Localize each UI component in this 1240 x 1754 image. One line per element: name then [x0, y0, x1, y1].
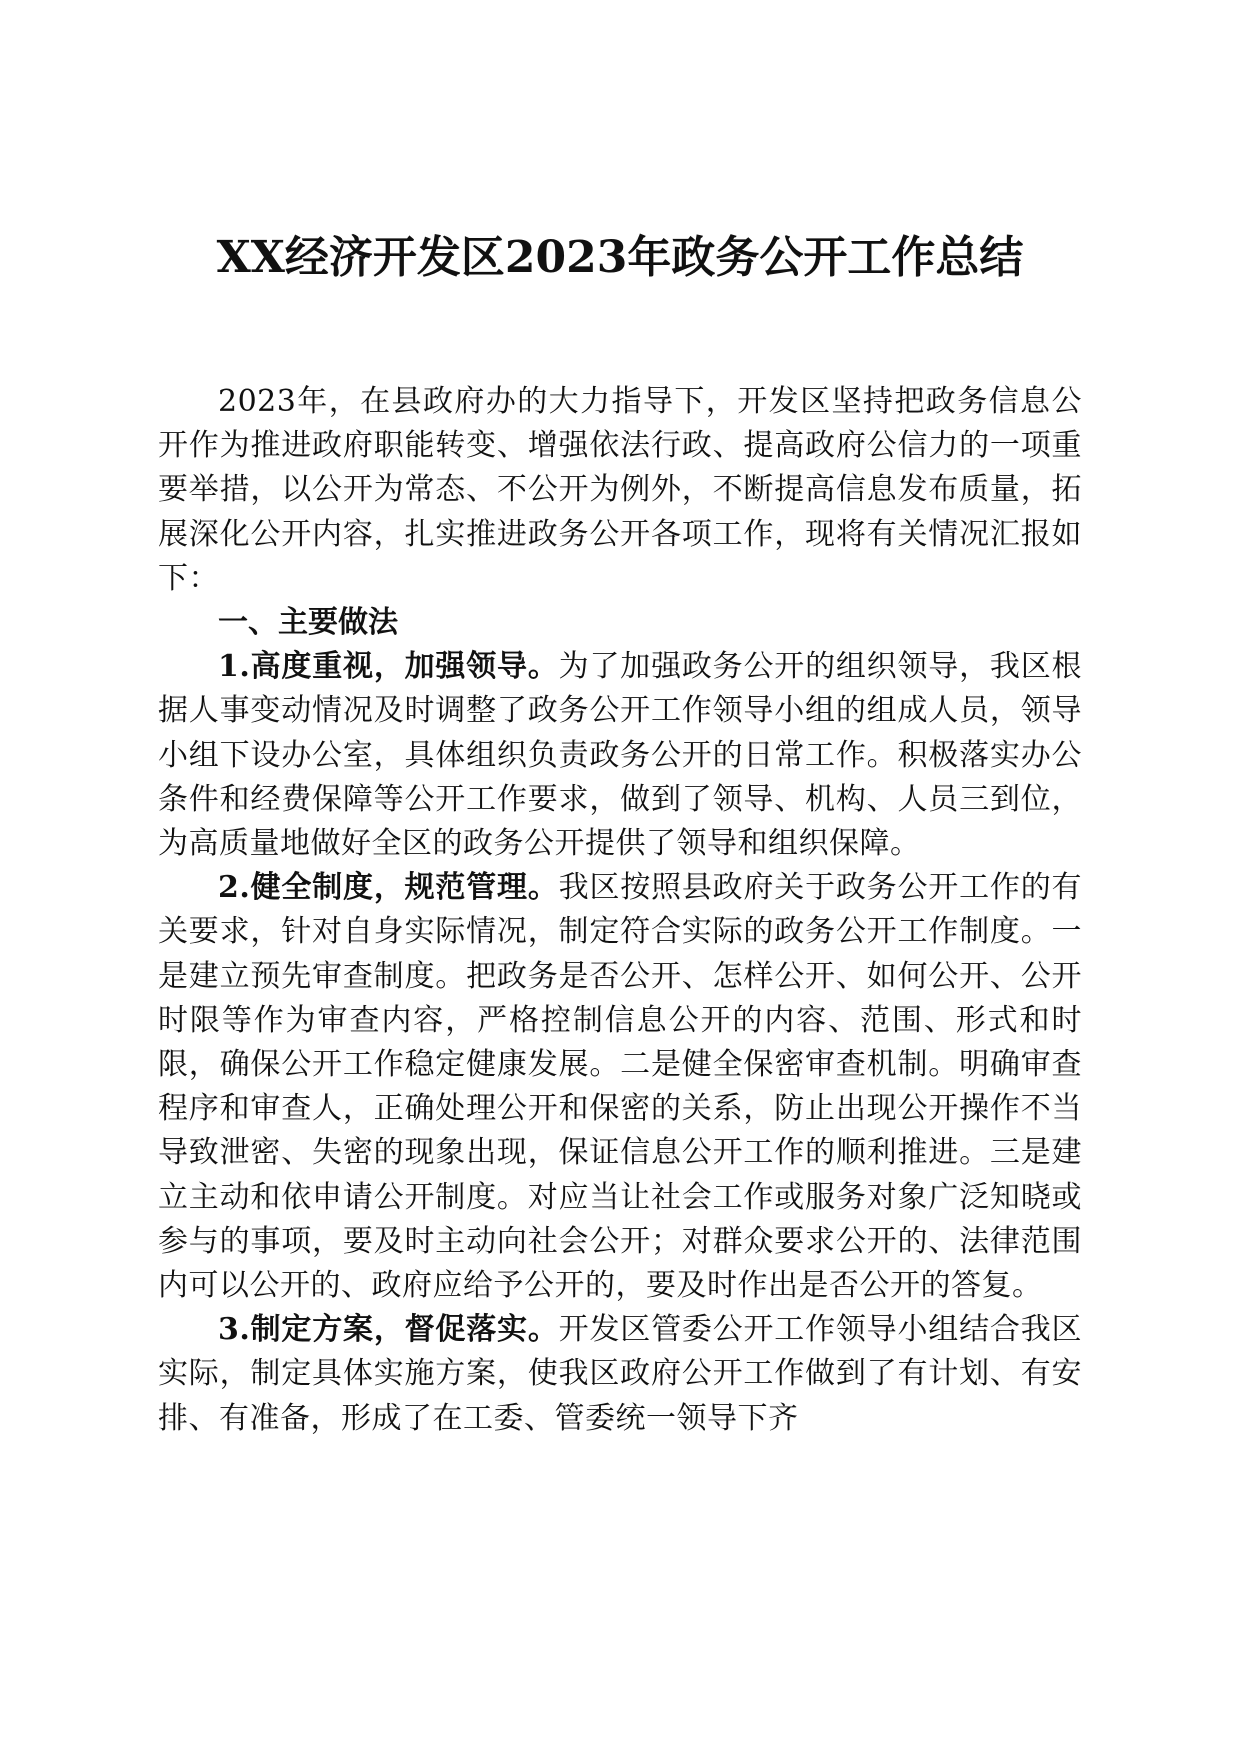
- section-heading: 一、主要做法: [218, 605, 398, 641]
- item-lead-1: 1.高度重视，加强领导。: [218, 649, 559, 685]
- item-text-1: 为了加强政务公开的组织领导，我区根据人事变动情况及时调整了政务公开工作领导小组的组成人员，领导小组下设办公室，具体组织负责政务公开的日常工作。积极落实办公条件和经费保障等公开工作要求，做到了领导、机构、人员三到位，为高质量地做好全区的政务公开提供了领导和组织保障。: [158, 649, 1082, 862]
- item-paragraph-1: [158, 645, 1082, 866]
- intro-paragraph: 2023年，在县政府办的大力指导下，开发区坚持把政务信息公开作为推进政府职能转变、增强依法行政、提高政府公信力的一项重要举措，以公开为常态、不公开为例外，不断提高信息发布质量，拓展深化公开内容，扎实推进政务公开各项工作，现将有关情况汇报如下：: [158, 384, 1082, 596]
- item-lead-3: 3.制定方案，督促落实。: [218, 1312, 559, 1348]
- item-lead-2: 2.健全制度，规范管理。: [218, 870, 559, 906]
- document-body: [158, 380, 1082, 1441]
- item-text-3: 开发区管委公开工作领导小组结合我区实际，制定具体实施方案，使我区政府公开工作做到了有计划、有安排、有准备，形成了在工委、管委统一领导下齐: [158, 1312, 1082, 1436]
- item-text-2: 我区按照县政府关于政务公开工作的有关要求，针对自身实际情况，制定符合实际的政务公开工作制度。一是建立预先审查制度。把政务是否公开、怎样公开、如何公开、公开时限等作为审查内容，严格控制信息公开的内容、范围、形式和时限，确保公开工作稳定健康发展。二是健全保密审查机制。明确审查程序和审查人，正确处理公开和保密的关系，防止出现公开操作不当导致泄密、失密的现象出现，保证信息公开工作的顺利推进。三是建立主动和依申请公开制度。对应当让社会工作或服务对象广泛知晓或参与的事项，要及时主动向社会公开；对群众要求公开的、法律范围内可以公开的、政府应给予公开的，要及时作出是否公开的答复。: [158, 870, 1082, 1304]
- item-paragraph-2: [158, 866, 1082, 1308]
- item-paragraph-3: [158, 1308, 1082, 1441]
- document-title: XX经济开发区2023年政务公开工作总结: [216, 232, 1024, 283]
